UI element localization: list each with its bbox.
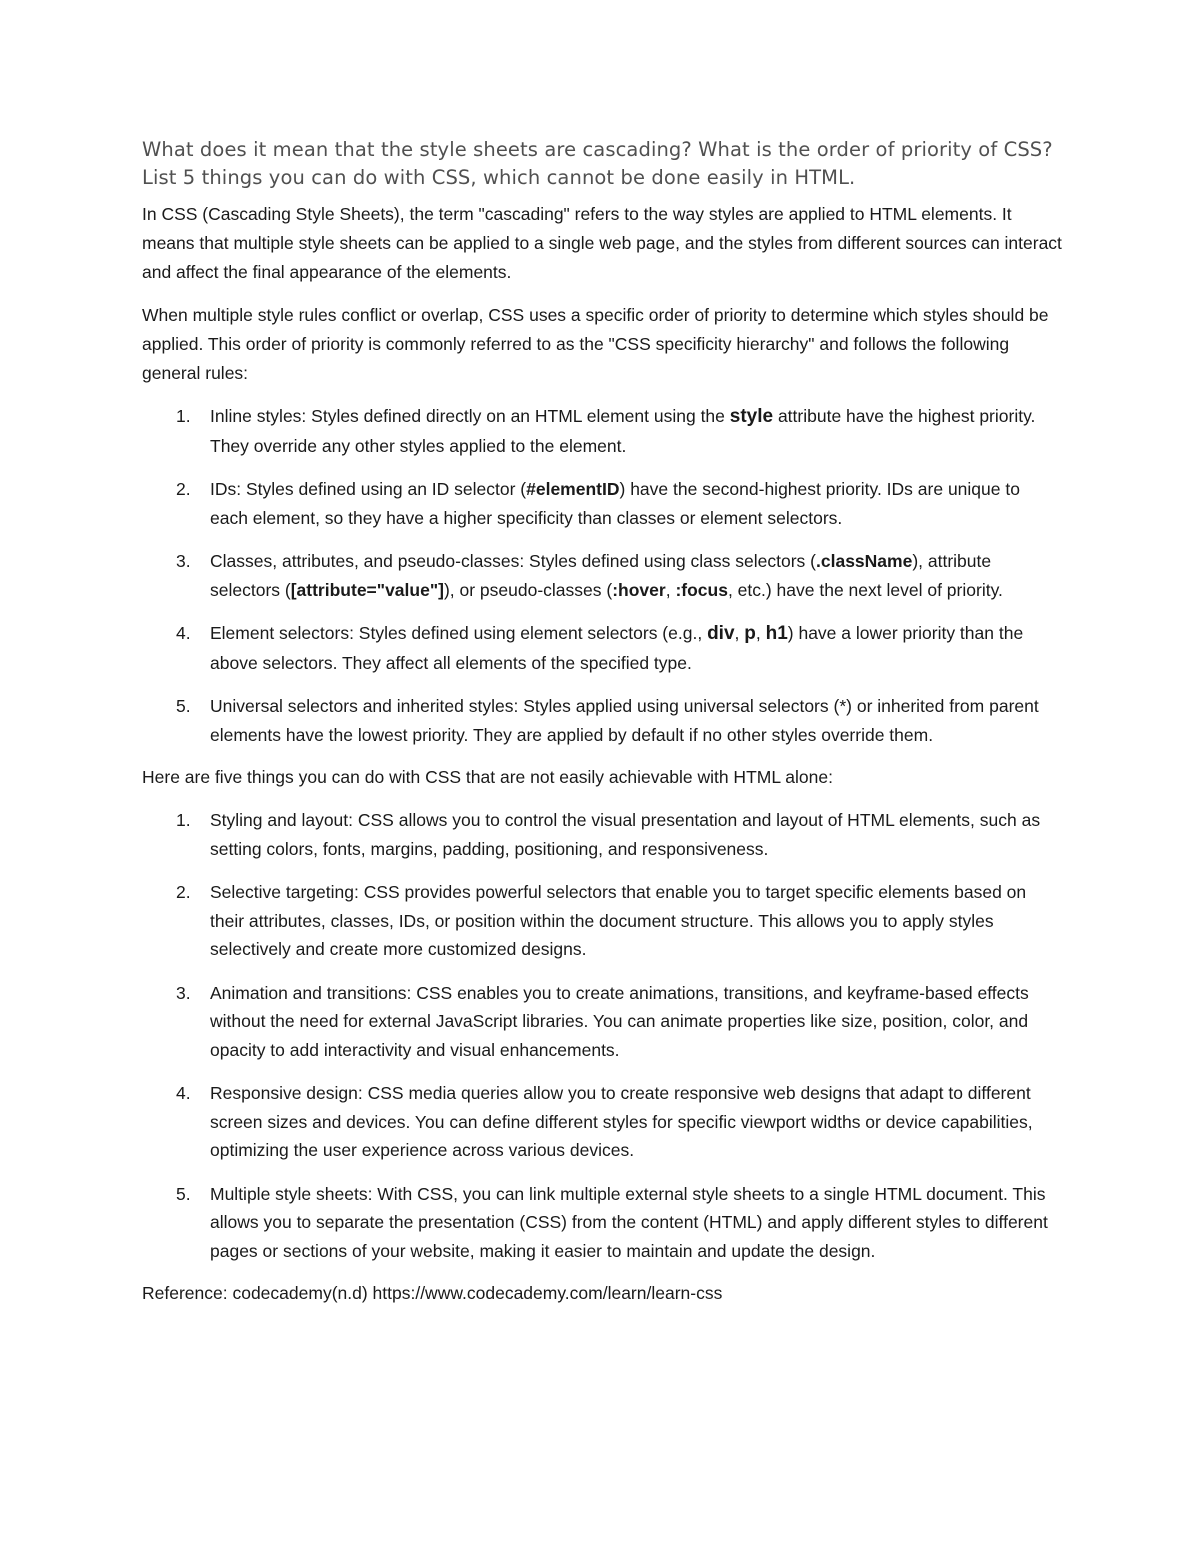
list-item-text: Selective targeting: CSS provides powerful selectors that enable you to target specific elements based on their attributes, classes, IDs, or position within the document structure. This allows you to apply styles selectively and create more customized designs. [210, 882, 1027, 959]
priority-item-elements [142, 619, 1062, 677]
code-focus: :focus [675, 579, 728, 600]
css-thing-targeting [142, 878, 1062, 964]
code-attribute: [attribute="value"] [290, 579, 444, 600]
list-item-text: Element selectors: Styles defined using element selectors (e.g., div, p, h1) have a lower priority than the above selectors. They affect all elements of the specified type. [210, 623, 1024, 673]
list-item-text: Classes, attributes, and pseudo-classes: Styles defined using class selectors (.className), attribute selectors ([attribute="value"]), or pseudo-classes (:hover, :focus, etc.) have the next level of priority. [210, 551, 1003, 600]
question-heading: What does it mean that the style sheets are cascading? What is the order of priority of CSS? List 5 things you can do with CSS, which cannot be done easily in HTML. [142, 138, 1053, 189]
code-style: style [729, 406, 774, 427]
code-p: p [744, 623, 756, 644]
list-number: 3. [176, 551, 191, 571]
list-item-text: Responsive design: CSS media queries allow you to create responsive web designs that adapt to different screen sizes and devices. You can define different styles for specific viewport widths or device capabilities, optimizing the user experience across various devices. [210, 1083, 1033, 1160]
priority-item-ids [142, 475, 1062, 532]
priority-item-classes [142, 547, 1062, 604]
priority-item-universal [142, 692, 1062, 749]
css-thing-styling [142, 806, 1062, 863]
reference-line: Reference: codecademy(n.d) https://www.codecademy.com/learn/learn-css [142, 1283, 723, 1303]
list-number: 2. [176, 479, 191, 499]
list-item-text: IDs: Styles defined using an ID selector (#elementID) have the second-highest priority. IDs are unique to each element, so they have a higher specificity than classes or element selectors. [210, 479, 1020, 528]
code-classname: .className [816, 551, 913, 571]
css-thing-animation [142, 979, 1062, 1065]
css-things-intro: Here are five things you can do with CSS that are not easily achievable with HTML alone: [142, 767, 833, 787]
code-div: div [707, 623, 735, 644]
code-asterisk: * [839, 696, 847, 716]
code-elementid: #elementID [526, 479, 620, 499]
css-thing-responsive [142, 1079, 1062, 1165]
list-number: 5. [176, 1183, 191, 1204]
list-number: 1. [176, 406, 191, 426]
priority-intro: When multiple style rules conflict or overlap, CSS uses a specific order of priority to determine which styles should be applied. This order of priority is commonly referred to as the "CSS specificity hierarchy" and follows the following general rules: [142, 305, 1049, 383]
list-item-text: Multiple style sheets: With CSS, you can link multiple external style sheets to a single HTML document. This allows you to separate the presentation (CSS) from the content (HTML) and apply different styles to different pages or sections of your website, making it easier to maintain and update the design. [210, 1183, 1048, 1261]
list-number: 1. [176, 810, 191, 830]
priority-item-inline [142, 402, 1062, 460]
css-thing-stylesheets [142, 1180, 1062, 1266]
list-number: 2. [176, 882, 191, 902]
css-things-list [142, 806, 1062, 1265]
list-number: 5. [176, 696, 191, 716]
priority-list [142, 402, 1062, 749]
code-h1: h1 [765, 623, 788, 644]
list-item-text: Styling and layout: CSS allows you to control the visual presentation and layout of HTML elements, such as setting colors, fonts, margins, padding, positioning, and responsiveness. [210, 810, 1041, 859]
list-number: 4. [176, 1083, 191, 1103]
list-item-text: Inline styles: Styles defined directly on an HTML element using the style attribute have the highest priority. They override any other styles applied to the element. [210, 406, 1036, 456]
list-item-text: Animation and transitions: CSS enables you to create animations, transitions, and keyframe-based effects without the need for external JavaScript libraries. You can animate properties like size, position, color, and opacity to add interactivity and visual enhancements. [210, 982, 1029, 1060]
cascading-explanation: In CSS (Cascading Style Sheets), the term "cascading" refers to the way styles are applied to HTML elements. It means that multiple style sheets can be applied to a single web page, and the styles from different sources can interact and affect the final appearance of the elements. [142, 204, 1062, 282]
document-page [142, 136, 1062, 1326]
list-number: 3. [176, 982, 191, 1003]
code-hover: :hover [612, 579, 666, 600]
list-number: 4. [176, 623, 191, 643]
list-item-text: Universal selectors and inherited styles: Styles applied using universal selectors (*) or inherited from parent elements have the lowest priority. They are applied by default if no other styles override them. [210, 696, 1039, 745]
